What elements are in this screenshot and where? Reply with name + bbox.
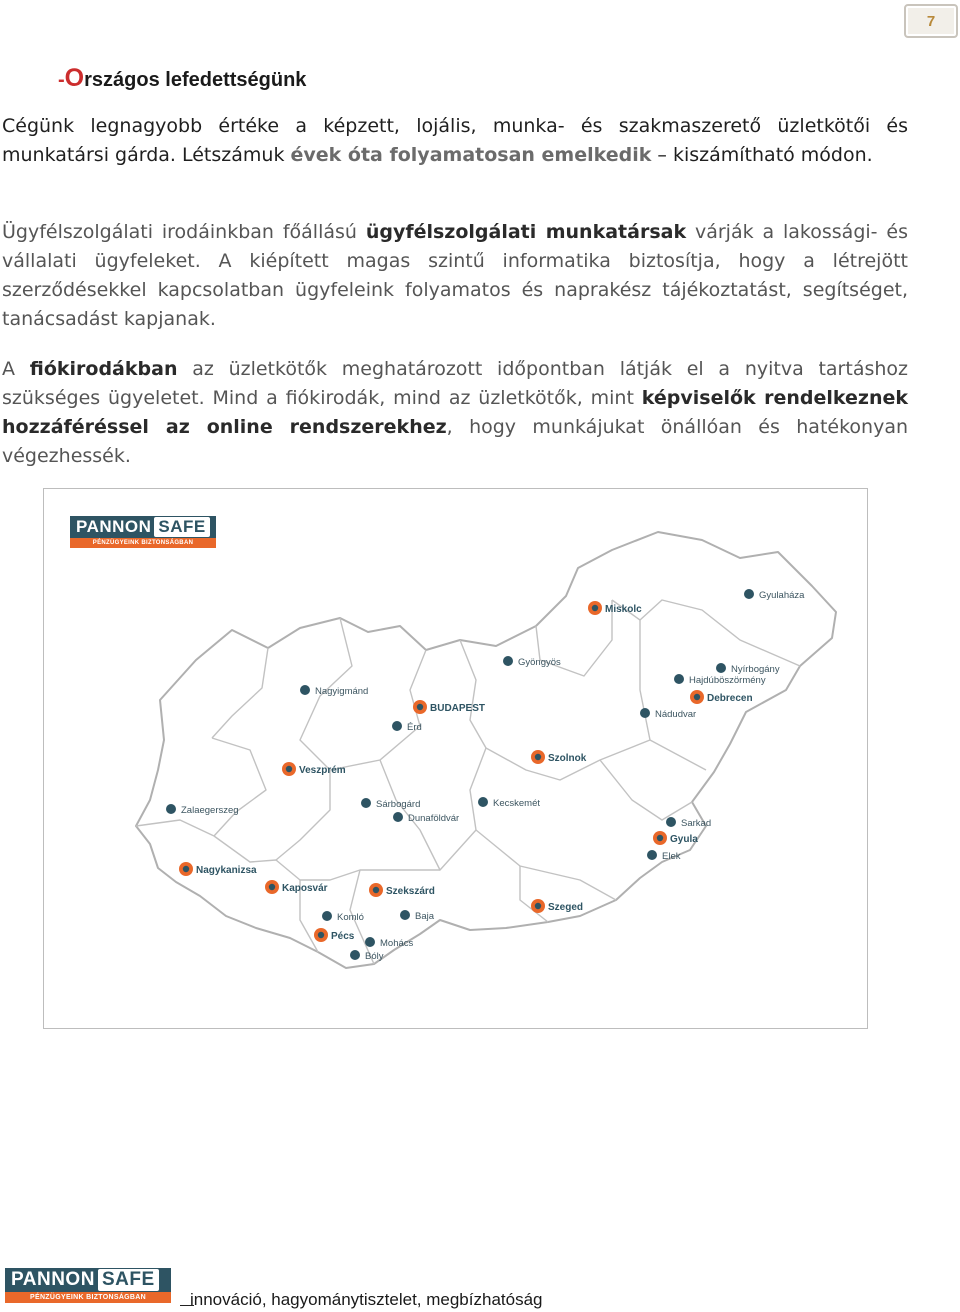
paragraph-customer-service <box>2 218 908 334</box>
footer-logo-pannon: PANNON <box>11 1269 95 1290</box>
city-label-szekszárd: Szekszárd <box>386 886 435 897</box>
city-label-zalaegerszeg: Zalaegerszeg <box>181 805 239 816</box>
city-label-dunaföldvár: Dunaföldvár <box>408 813 460 824</box>
heading-dash: - <box>58 69 65 91</box>
map-logo-safe: SAFE <box>154 517 209 537</box>
footer-logo-tagline: PÉNZÜGYEINK BIZTONSÁGBAN <box>5 1292 171 1303</box>
city-label-komló: Komló <box>337 912 364 923</box>
footer-slogan: innováció, hagyománytisztelet, megbízhatóság <box>190 1290 543 1309</box>
city-label-kecskemét: Kecskemét <box>493 798 540 809</box>
city-label-bóly: Bóly <box>365 951 384 962</box>
para3-text-1: A <box>2 358 30 380</box>
city-label-baja: Baja <box>415 911 435 922</box>
city-label-gyöngyös: Gyöngyös <box>518 657 561 668</box>
city-label-nagykanizsa: Nagykanizsa <box>196 865 257 876</box>
city-label-debrecen: Debrecen <box>707 693 753 704</box>
para3-bold-2: képviselők rendelkeznek hozzáféréssel az online rendszerekhez <box>2 387 908 438</box>
paragraph-staff <box>2 112 908 170</box>
city-label-nagyigmánd: Nagyigmánd <box>315 686 369 697</box>
coverage-map-frame <box>43 488 868 1029</box>
para1-highlight: évek óta folyamatosan emelkedik <box>290 144 652 166</box>
city-label-érd: Érd <box>407 722 422 733</box>
footer-logo-wordmark <box>5 1268 171 1292</box>
para1-text-1: Cégünk legnagyobb értéke a képzett, lojális, munka- és szakmaszerető üzletkötői és munkatársi gárda. Létszámuk <box>2 115 908 166</box>
footer-logo-safe: SAFE <box>98 1269 159 1291</box>
para2-text-2: várják a lakossági- és vállalati ügyfeleket. A kiépített magas szintű informatika biztosítja, hogy a létrejött szerződésekkel kapcsolatban ügyfeleink folyamatos és naprakész tájékoztatást, segítséget, tanácsadást kapjanak. <box>2 221 908 330</box>
footer-logo <box>5 1268 171 1303</box>
city-label-veszprém: Veszprém <box>299 765 346 776</box>
city-label-nádudvar: Nádudvar <box>655 709 697 720</box>
city-label-gyula: Gyula <box>670 834 698 845</box>
city-label-hajdúböszörmény: Hajdúböszörmény <box>689 675 766 686</box>
map-logo-tagline: PÉNZÜGYEINK BIZTONSÁGBAN <box>70 538 216 548</box>
city-label-sárbogárd: Sárbogárd <box>376 799 421 810</box>
page-number-badge: 7 <box>904 4 958 38</box>
para1-text-2: – kiszámítható módon. <box>651 144 873 166</box>
para2-bold: ügyfélszolgálati munkatársak <box>365 221 687 243</box>
section-heading <box>58 64 306 93</box>
map-logo-wordmark <box>70 516 216 538</box>
paragraph-branch-offices <box>2 355 908 471</box>
city-label-mohács: Mohács <box>380 938 414 949</box>
city-label-szeged: Szeged <box>548 902 584 913</box>
para3-bold-1: fiókirodákban <box>29 358 178 380</box>
city-label-budapest: BUDAPEST <box>430 703 486 714</box>
heading-initial: O <box>64 64 85 92</box>
heading-text: rszágos lefedettségünk <box>84 69 307 91</box>
city-label-nyírbogány: Nyírbogány <box>731 664 780 675</box>
para2-text-1: Ügyfélszolgálati irodáinkban főállású <box>2 221 366 243</box>
city-label-szolnok: Szolnok <box>548 753 587 764</box>
city-label-miskolc: Miskolc <box>605 604 642 615</box>
city-label-gyulaháza: Gyulaháza <box>759 590 805 601</box>
map-logo-pannon: PANNON <box>76 517 152 536</box>
para3-text-3: , hogy munkájukat önállóan és hatékonyan végezhessék. <box>2 416 908 467</box>
para3-text-2: az üzletkötők meghatározott időpontban látják el a nyitva tartáshoz szükséges ügyeletet. Mind a fiókirodák, mind az üzletkötők, mint <box>2 358 908 409</box>
city-label-elek: Elek <box>662 851 681 862</box>
city-label-pécs: Pécs <box>331 931 355 942</box>
city-label-kaposvár: Kaposvár <box>282 883 328 894</box>
map-logo <box>70 516 216 548</box>
city-label-sarkad: Sarkad <box>681 818 712 829</box>
